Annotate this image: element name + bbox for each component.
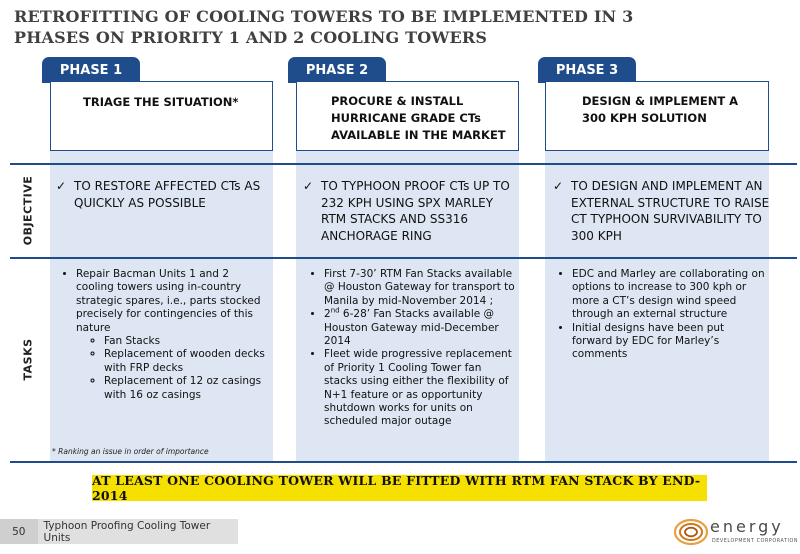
- list-item: ◦ Fan Stacks: [104, 335, 270, 348]
- phase1-heading: TRIAGE THE SITUATION*: [83, 95, 239, 109]
- phase3-objective: [553, 178, 793, 244]
- objective-row-label: [8, 165, 48, 255]
- phase3-heading: DESIGN & IMPLEMENT A 300 KPH SOLUTION: [582, 94, 739, 125]
- slide-title-line-2: PHASES ON PRIORITY 1 AND 2 COOLING TOWERS: [14, 28, 488, 47]
- tasks-label: TASKS: [21, 337, 35, 381]
- phase3-tasks: [552, 268, 766, 362]
- page-number: 50: [0, 519, 38, 544]
- phase2-objective: [303, 178, 518, 244]
- list-item: • 2nd 6-28’ Fan Stacks available @ Houston Gateway mid-December 2014: [324, 308, 516, 348]
- phase2-tab: PHASE 2: [288, 57, 386, 83]
- list-item: • EDC and Marley are collaborating on options to increase to 300 kph or more a CT’s design wind speed through an external structure: [572, 268, 766, 322]
- slide-title: [14, 6, 634, 48]
- list-item: • First 7-30’ RTM Fan Stacks available @ Houston Gateway for transport to Manila by mid-November 2014 ;: [324, 268, 516, 308]
- phase2-heading-box: [296, 81, 519, 151]
- slide-title-line-1: RETROFITTING OF COOLING TOWERS TO BE IMPLEMENTED IN 3: [14, 7, 634, 26]
- logo-subtitle: DEVELOPMENT CORPORATION: [712, 539, 799, 544]
- check-icon: ✓: [553, 179, 564, 193]
- phase2-objective-text: TO TYPHOON PROOF CTs UP TO 232 KPH USING SPX MARLEY RTM STACKS AND SS316 ANCHORAGE RING: [321, 179, 510, 243]
- phase3-heading-box: [545, 81, 769, 151]
- logo-wordmark: energy: [710, 517, 784, 536]
- list-item: • Fleet wide progressive replacement of Priority 1 Cooling Tower fan stacks using either the flexibility of N+1 feature or as opportunity shutdown works for units on scheduled major outage: [324, 348, 516, 428]
- divider-top: [10, 163, 797, 165]
- list-item: ◦ Replacement of 12 oz casings with 16 oz casings: [104, 375, 270, 402]
- objective-label: OBJECTIVE: [21, 175, 35, 245]
- phase2-heading: PROCURE & INSTALL HURRICANE GRADE CTs AVAILABLE IN THE MARKET: [331, 94, 506, 142]
- phase3-objective-text: TO DESIGN AND IMPLEMENT AN EXTERNAL STRUCTURE TO RAISE CT TYPHOON SURVIVABILITY TO 300 KPH: [571, 179, 770, 243]
- phase1-tasks: [56, 268, 270, 402]
- list-item: • Repair Bacman Units 1 and 2 cooling towers using in-country strategic spares, i.e., parts stocked precisely for contingencies of this nature ◦ Fan Stacks ◦ Replacement of wooden decks with FRP decks ◦ Replacement of 12 oz casings with 16 oz casings: [76, 268, 270, 402]
- check-icon: ✓: [303, 179, 314, 193]
- divider-bottom: [10, 461, 797, 463]
- phase3-tab: PHASE 3: [538, 57, 636, 83]
- list-item: • Initial designs have been put forward by EDC for Marley’s comments: [572, 322, 766, 362]
- phase1-objective: [56, 178, 271, 211]
- check-icon: ✓: [56, 179, 67, 193]
- tasks-row-label: [8, 259, 48, 459]
- phase1-objective-text: TO RESTORE AFFECTED CTs AS QUICKLY AS POSSIBLE: [74, 179, 261, 210]
- divider-middle: [10, 257, 797, 259]
- phase1-heading-box: [50, 81, 273, 151]
- phase1-tab: PHASE 1: [42, 57, 140, 83]
- footnote: * Ranking an issue in order of importance: [52, 447, 209, 456]
- list-item: ◦ Replacement of wooden decks with FRP decks: [104, 348, 270, 375]
- footer-text: Typhoon Proofing Cooling Tower Units: [43, 519, 211, 544]
- phase2-tasks: [304, 268, 516, 429]
- conclusion-banner: AT LEAST ONE COOLING TOWER WILL BE FITTED WITH RTM FAN STACK BY END-2014: [92, 475, 707, 501]
- slide-footer: [0, 519, 238, 544]
